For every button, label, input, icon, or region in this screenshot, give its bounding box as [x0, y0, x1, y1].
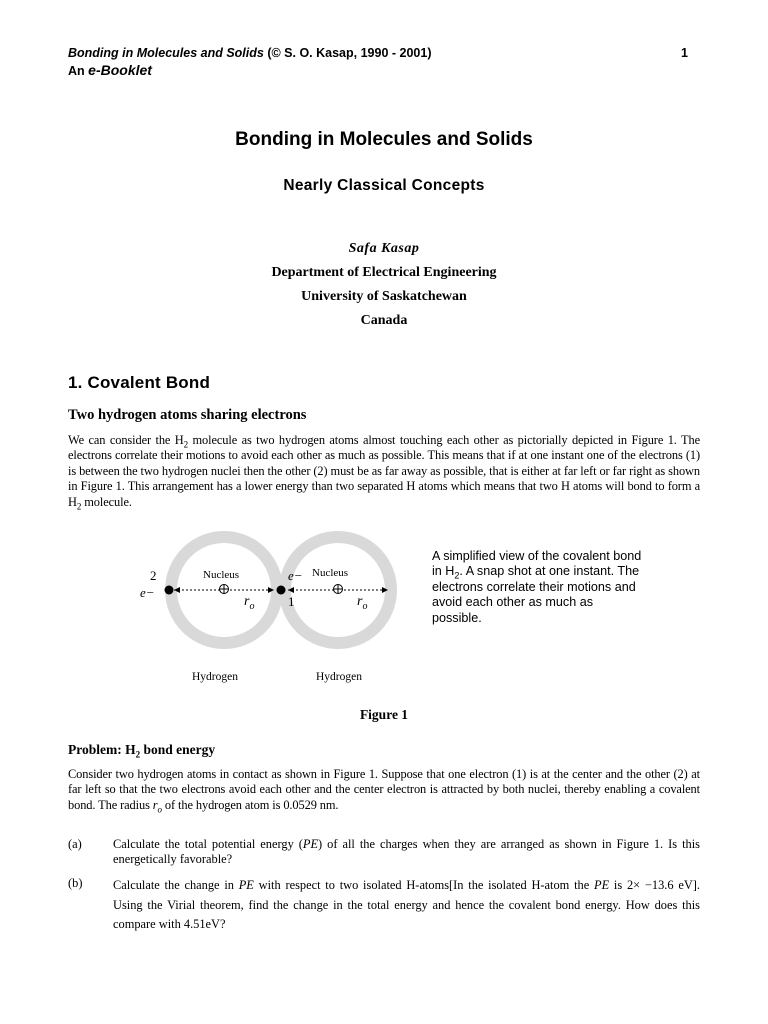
copyright: (© S. O. Kasap, 1990 - 2001)	[267, 46, 432, 60]
electron-mid-e-label: e−	[288, 568, 303, 583]
affiliation-department: Department of Electrical Engineering	[271, 265, 497, 280]
an-word: An	[68, 64, 85, 78]
author-name: Safa Kasap	[348, 241, 420, 256]
hydrogen-right-label: Hydrogen	[316, 671, 362, 683]
electron-left-e-label: e−	[140, 585, 155, 600]
ebooklet-line	[68, 62, 152, 78]
radius-right-label: $r_o$	[357, 594, 368, 612]
electron-1-label: 1	[288, 594, 295, 609]
hydrogen-left-label: Hydrogen	[192, 671, 238, 683]
nucleus-left-icon	[220, 585, 229, 594]
figure-label: Figure 1	[359, 707, 409, 722]
nucleus-left-label: Nucleus	[203, 569, 240, 581]
nucleus-right-icon	[334, 585, 343, 594]
running-header	[68, 46, 431, 60]
item-b-text: Calculate the change in PE with respect to two isolated H-atoms[In the isolated H-atom the PE is 2× −13.6 eV]. Using the Virial theorem, find the change in the total energy and hence the covalent bond energy. How does this compare with 4.51eV?	[113, 878, 701, 931]
hydrogen-bond-figure	[130, 520, 420, 695]
affiliation-country: Canada	[360, 313, 408, 328]
page-number: 1	[681, 46, 688, 60]
item-b-label: (b)	[68, 876, 83, 890]
item-a-label: (a)	[68, 837, 82, 851]
radius-left-label: $r_o$	[244, 594, 255, 612]
document-title: Bonding in Molecules and Solids	[235, 129, 533, 150]
intro-paragraph: We can consider the $H_2$ molecule as two hydrogen atoms almost touching each other as pictorially depicted in Figure 1. The electrons correlate their motions to avoid each other as much as possible. This means that if at one instant one of the electrons (1) is between the two hydrogen nuclei then the other (2) must be as far away as possible, that is either at far left or far right as shown in Figure 1. This arrangement has a lower energy than two separated H atoms which means that two H atoms will bond to form a $H_2$ molecule.	[68, 433, 700, 512]
problem-heading: Problem: $H_2$ bond energy	[68, 742, 216, 760]
ebooklet-word: e-Booklet	[88, 62, 152, 78]
problem-paragraph: Consider two hydrogen atoms in contact as shown in Figure 1. Suppose that one electron (1) is at the center and the other (2) at far left so that the two electrons avoid each other and the center electron is attracted by both nuclei, thereby enabling a covalent bond. The radius $r_o$ of the hydrogen atom is 0.0529 nm.	[68, 767, 700, 815]
electron-2-label: 2	[150, 568, 157, 583]
section-heading: 1. Covalent Bond	[68, 373, 211, 392]
document-subtitle: Nearly Classical Concepts	[283, 177, 485, 194]
nucleus-right-label: Nucleus	[312, 567, 349, 579]
figure-caption: A simplified view of the covalent bond in $H_2$. A snap shot at one instant. The electrons correlate their motions and avoid each other as much as possible.	[432, 549, 642, 625]
electron-2-dot	[165, 586, 174, 595]
affiliation-university: University of Saskatchewan	[301, 289, 467, 304]
item-a-text: Calculate the total potential energy (PE) of all the charges when they are arranged as shown in Figure 1. Is this energetically favorable?	[113, 837, 700, 867]
section-subheading: Two hydrogen atoms sharing electrons	[68, 407, 307, 423]
booklet-title: Bonding in Molecules and Solids	[68, 46, 264, 60]
electron-1-dot	[277, 586, 286, 595]
